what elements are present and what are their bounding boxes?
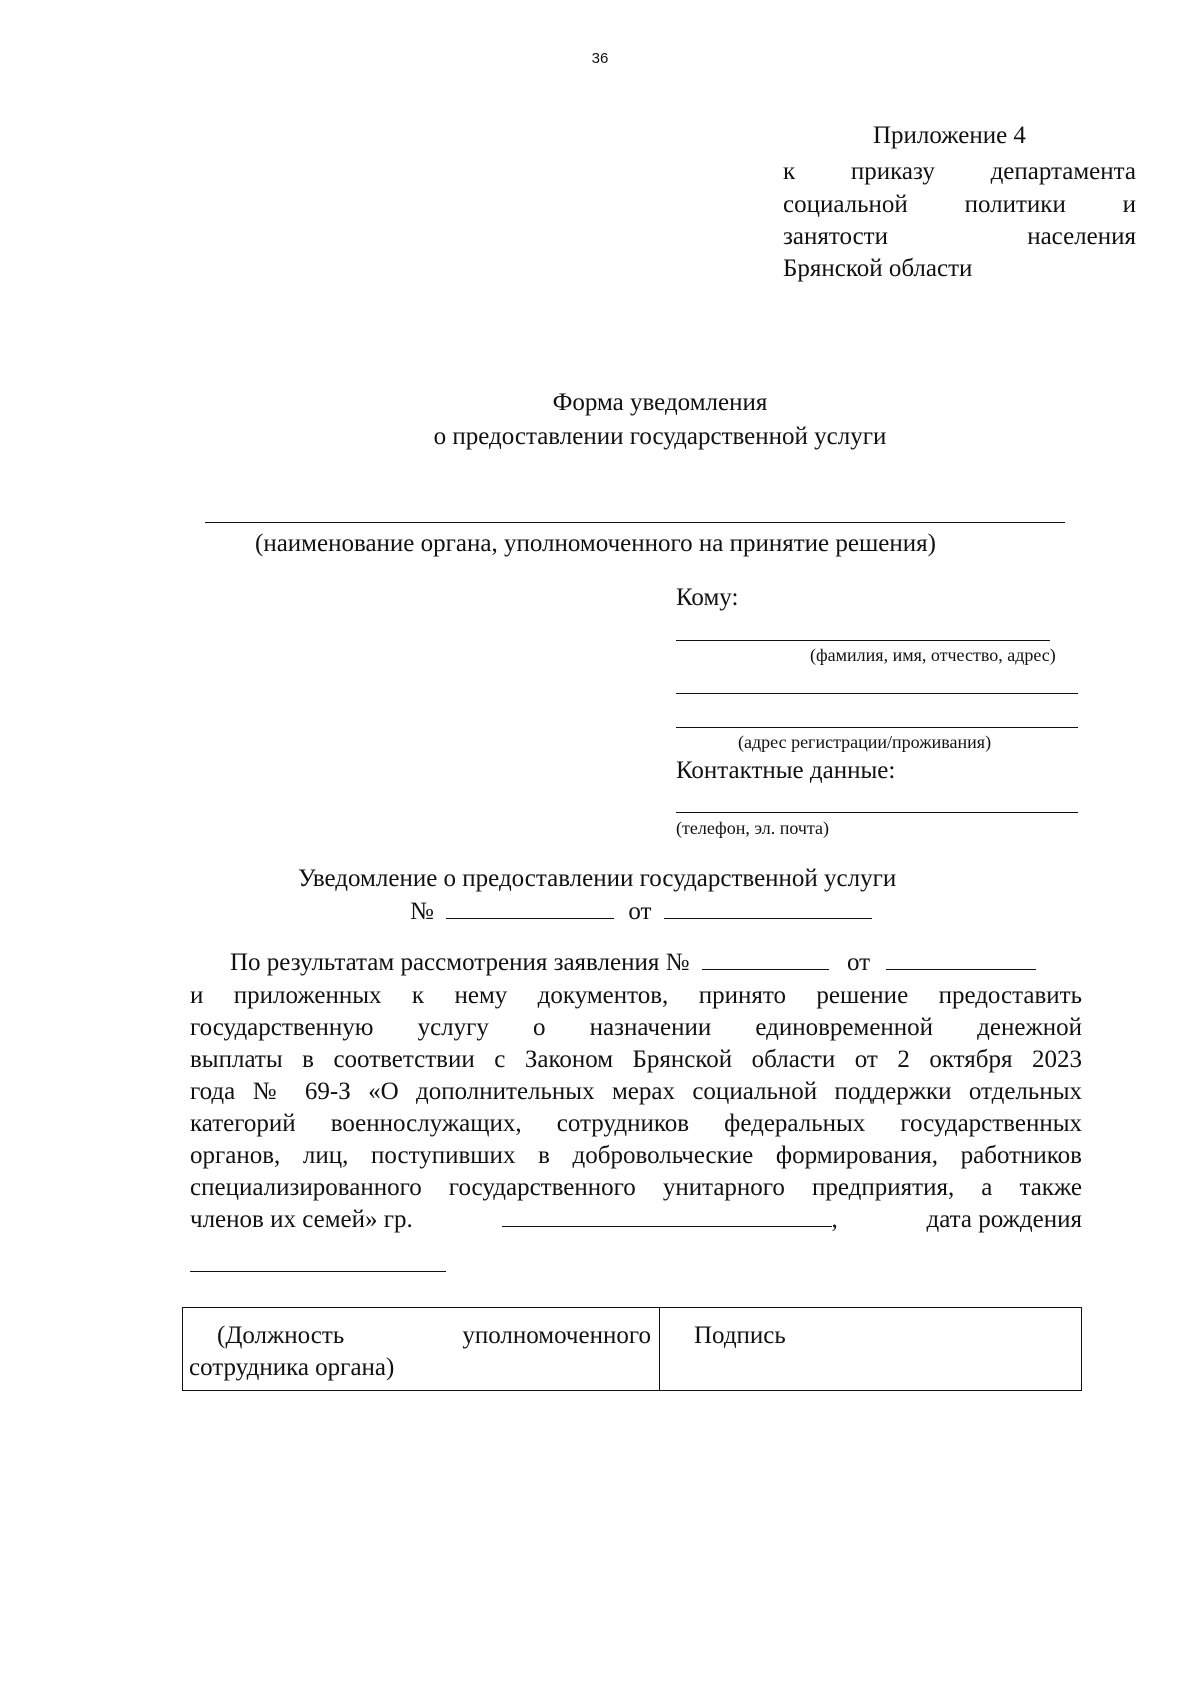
address-caption: (адрес регистрации/проживания) — [738, 732, 992, 752]
from-label: от — [628, 898, 652, 925]
appendix-line-3 — [783, 221, 1136, 253]
recipient-address-line-2[interactable] — [676, 727, 1078, 728]
body-first-line — [230, 947, 1036, 979]
contacts-line[interactable] — [676, 812, 1078, 813]
appendix-word: к — [783, 158, 796, 185]
page-number: 36 — [591, 50, 609, 67]
position-cell — [183, 1308, 660, 1391]
appendix-line-1 — [783, 156, 1136, 188]
signature-cell[interactable] — [660, 1308, 1082, 1391]
appendix-word: политики — [964, 191, 1066, 218]
comma: , — [831, 1206, 838, 1233]
contacts-caption: (телефон, эл. почта) — [676, 818, 830, 838]
position-line-2: сотрудника органа) — [189, 1354, 395, 1381]
body-line-1: и приложенных к нему документов, принято решение предоставить — [190, 982, 1082, 1009]
body-line-4: года № 69-З «О дополнительных мерах социальной поддержки отдельных — [190, 1078, 1082, 1105]
form-title-line-2: о предоставлении государственной услуги — [433, 423, 887, 450]
citizen-name-field[interactable] — [502, 1204, 832, 1227]
body-line-2: государственную услугу о назначении единовременной денежной — [190, 1014, 1082, 1041]
appendix-word: приказу — [850, 158, 935, 185]
notice-number-field[interactable] — [446, 896, 614, 919]
authority-caption: (наименование органа, уполномоченного на принятие решения) — [255, 530, 936, 557]
body-last-line — [190, 1204, 1082, 1236]
fio-caption: (фамилия, имя, отчество, адрес) — [810, 645, 1056, 665]
body-first-line-text: По результатам рассмотрения заявления № — [230, 949, 690, 976]
appendix-word: социальной — [783, 191, 908, 218]
notice-title: Уведомление о предоставлении государственной услуги — [298, 865, 897, 892]
recipient-address-line-1[interactable] — [676, 693, 1078, 694]
to-label: Кому: — [676, 584, 739, 611]
body-line-6: органов, лиц, поступивших в добровольческие формирования, работников — [190, 1142, 1082, 1169]
notice-date-field[interactable] — [664, 896, 872, 919]
body-last-line-start: членов их семей» гр. — [190, 1206, 413, 1233]
authority-name-line[interactable] — [205, 522, 1065, 523]
birth-date-line[interactable] — [190, 1271, 446, 1272]
body-line-5: категорий военнослужащих, сотрудников федеральных государственных — [190, 1110, 1082, 1137]
appendix-word: и — [1122, 191, 1136, 218]
body-line-7: специализированного государственного унитарного предприятия, а также — [190, 1174, 1082, 1201]
body-line-3: выплаты в соответствии с Законом Брянской области от 2 октября 2023 — [190, 1046, 1082, 1073]
appendix-line-4: Брянской области — [783, 255, 973, 282]
recipient-fio-line[interactable] — [676, 640, 1050, 641]
position-word: уполномоченного — [462, 1322, 651, 1349]
appendix-line-2 — [783, 189, 1136, 221]
appendix-word: занятости — [783, 223, 888, 250]
birth-date-label: дата рождения — [926, 1206, 1082, 1233]
application-number-field[interactable] — [702, 947, 829, 970]
position-line-1 — [189, 1320, 651, 1352]
appendix-word: населения — [1027, 223, 1136, 250]
appendix-title: Приложение 4 — [873, 122, 1026, 149]
table-row — [183, 1308, 1082, 1391]
form-title-line-1: Форма уведомления — [552, 389, 768, 416]
position-word: (Должность — [217, 1322, 345, 1349]
contacts-label: Контактные данные: — [676, 757, 896, 784]
application-date-field[interactable] — [886, 947, 1036, 970]
notice-number-row — [410, 896, 872, 928]
signature-label: Подпись — [694, 1322, 786, 1349]
number-sign: № — [410, 898, 434, 925]
appendix-word: департамента — [990, 158, 1136, 185]
signature-table — [182, 1307, 1082, 1391]
body-from-label: от — [846, 949, 871, 976]
